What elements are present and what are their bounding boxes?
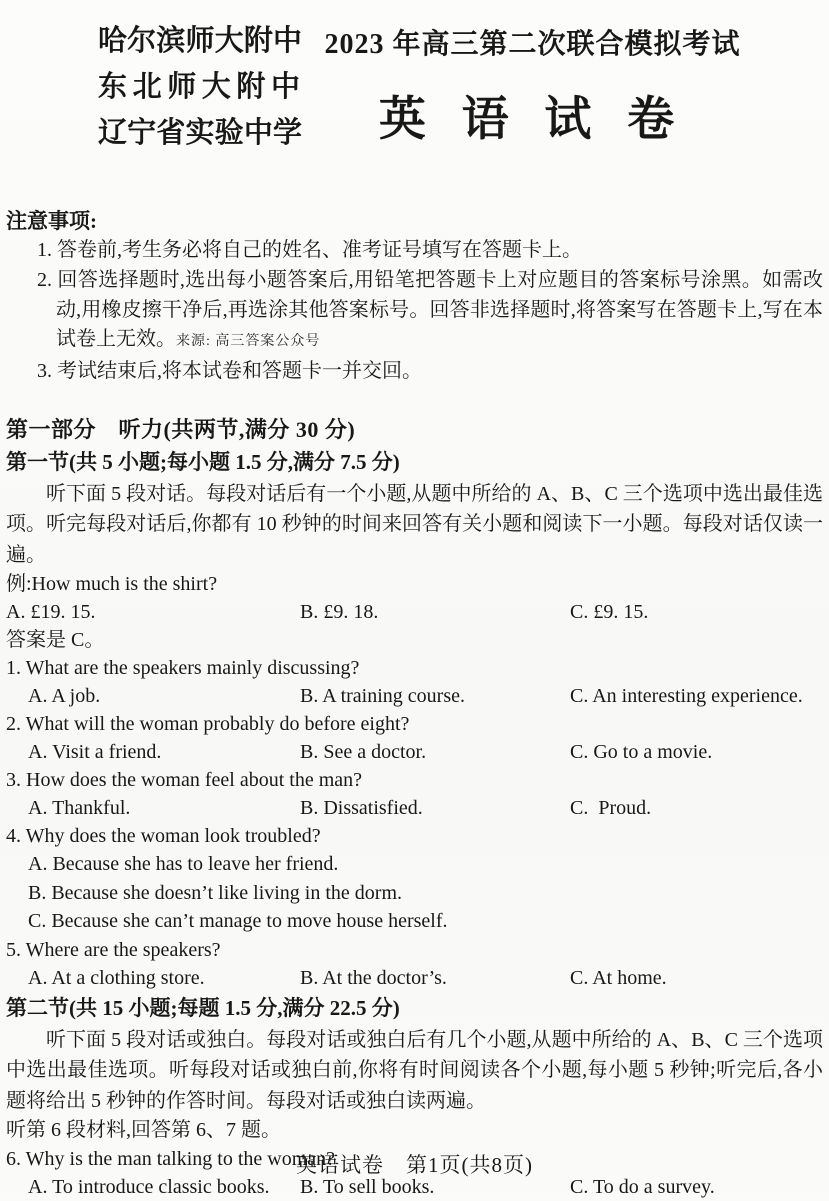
question-4 <box>6 822 823 936</box>
section2-instructions: 听下面 5 段对话或独白。每段对话或独白后有几个小题,从题中所给的 A、B、C 三个选项中选出最佳选项。听每段对话或独白前,你将有时间阅读各个小题,每小题 5 秒钟;听完后,各小题将给出 5 秒钟的作答时间。每段对话或独白读两遍。 <box>6 1028 823 1112</box>
page-footer: 英语试卷 第1页(共8页) <box>296 1153 533 1177</box>
question-3-option-b: B. Dissatisfied. <box>300 797 423 819</box>
question-3-option-c: C. Proud. <box>570 797 652 819</box>
question-4-option-a: A. Because she has to leave her friend. <box>28 853 339 875</box>
question-5-option-b: B. At the doctor’s. <box>300 966 447 989</box>
question-3 <box>6 766 823 822</box>
question-3-options-row <box>6 794 823 822</box>
example-options-row <box>6 598 823 626</box>
example-option-a: A. £19. 15. <box>6 601 96 623</box>
school-list <box>98 12 302 156</box>
question-1-option-b: B. A training course. <box>300 685 465 707</box>
question-6-option-b: B. To sell books. <box>300 1176 435 1198</box>
example-option-b: B. £9. 18. <box>300 601 379 623</box>
question-5-option-a: A. At a clothing store. <box>28 966 205 989</box>
question-5-options-row <box>6 964 823 992</box>
question-2-options-row <box>6 738 823 766</box>
notice-item-1: 1. 答卷前,考生务必将自己的姓名、准考证号填写在答题卡上。 <box>37 239 582 261</box>
question-5 <box>6 936 823 992</box>
section2-heading: 第二节(共 15 小题;每题 1.5 分,满分 22.5 分) <box>6 995 400 1020</box>
section1-instructions: 听下面 5 段对话。每段对话后有一个小题,从题中所给的 A、B、C 三个选项中选出最佳选项。听完每段对话后,你都有 10 秒钟的时间来回答有关小题和阅读下一小题。每段对话仅读一遍。 <box>6 482 823 566</box>
question-6-text: 6. Why is the man talking to the woman? <box>6 1148 336 1170</box>
question-3-text: 3. How does the woman feel about the man? <box>6 769 363 791</box>
question-5-text: 5. Where are the speakers? <box>6 938 221 961</box>
question-5-option-c: C. At home. <box>570 966 667 989</box>
example-prompt: 例:How much is the shirt? <box>6 573 218 595</box>
question-4-option-b: B. Because she doesn’t like living in the dorm. <box>28 881 403 904</box>
question-2-option-a: A. Visit a friend. <box>28 741 162 763</box>
question-2-text: 2. What will the woman probably do before eight? <box>6 713 410 735</box>
paper-header <box>6 12 823 156</box>
question-6-option-c: C. To do a survey. <box>570 1176 715 1198</box>
notice-item-2-source-note: 来源: 高三答案公众号 <box>176 334 321 349</box>
question-6-option-a: A. To introduce classic books. <box>28 1176 270 1198</box>
notice-item-2 <box>37 266 823 357</box>
question-4-options-stacked <box>6 850 823 936</box>
school-name-2: 东北师大附中 <box>98 71 302 103</box>
question-2-option-c: C. Go to a movie. <box>570 741 713 763</box>
notice-item-2-text: 2. 回答选择题时,选出每小题答案后,用铅笔把答题卡上对应题目的答案标号涂黑。如需改动,用橡皮擦干净后,再选涂其他答案标号。回答非选择题时,将答案写在答题卡上,写在本试卷上无效。 <box>37 269 823 350</box>
notice-item-3: 3. 考试结束后,将本试卷和答题卡一并交回。 <box>37 360 422 382</box>
school-name-3: 辽宁省实验中学 <box>98 117 302 149</box>
title-block <box>302 12 823 149</box>
school-name-1: 哈尔滨师大附中 <box>98 25 302 57</box>
section1-heading: 第一节(共 5 小题;每小题 1.5 分,满分 7.5 分) <box>6 449 400 474</box>
question-4-option-c: C. Because she can’t manage to move house herself. <box>28 910 448 932</box>
question-1-text: 1. What are the speakers mainly discussing? <box>6 657 360 679</box>
part1-heading: 第一部分 听力(共两节,满分 30 分) <box>6 416 356 442</box>
question-2 <box>6 710 823 766</box>
question-4-text: 4. Why does the woman look troubled? <box>6 825 321 847</box>
example-answer: 答案是 C。 <box>6 629 105 651</box>
question-1-option-a: A. A job. <box>28 685 101 707</box>
question-1-option-c: C. An interesting experience. <box>570 685 803 707</box>
section2-material-note: 听第 6 段材料,回答第 6、7 题。 <box>6 1119 281 1141</box>
exam-title: 2023 年高三第二次联合模拟考试 <box>324 29 741 60</box>
question-1-options-row <box>6 682 823 710</box>
example-option-c: C. £9. 15. <box>570 601 649 623</box>
question-3-option-a: A. Thankful. <box>28 797 131 819</box>
paper-title: 英 语 试 卷 <box>378 94 687 146</box>
notice-section <box>6 206 823 387</box>
question-1 <box>6 654 823 710</box>
question-2-option-b: B. See a doctor. <box>300 741 427 763</box>
notice-heading: 注意事项: <box>6 209 97 233</box>
